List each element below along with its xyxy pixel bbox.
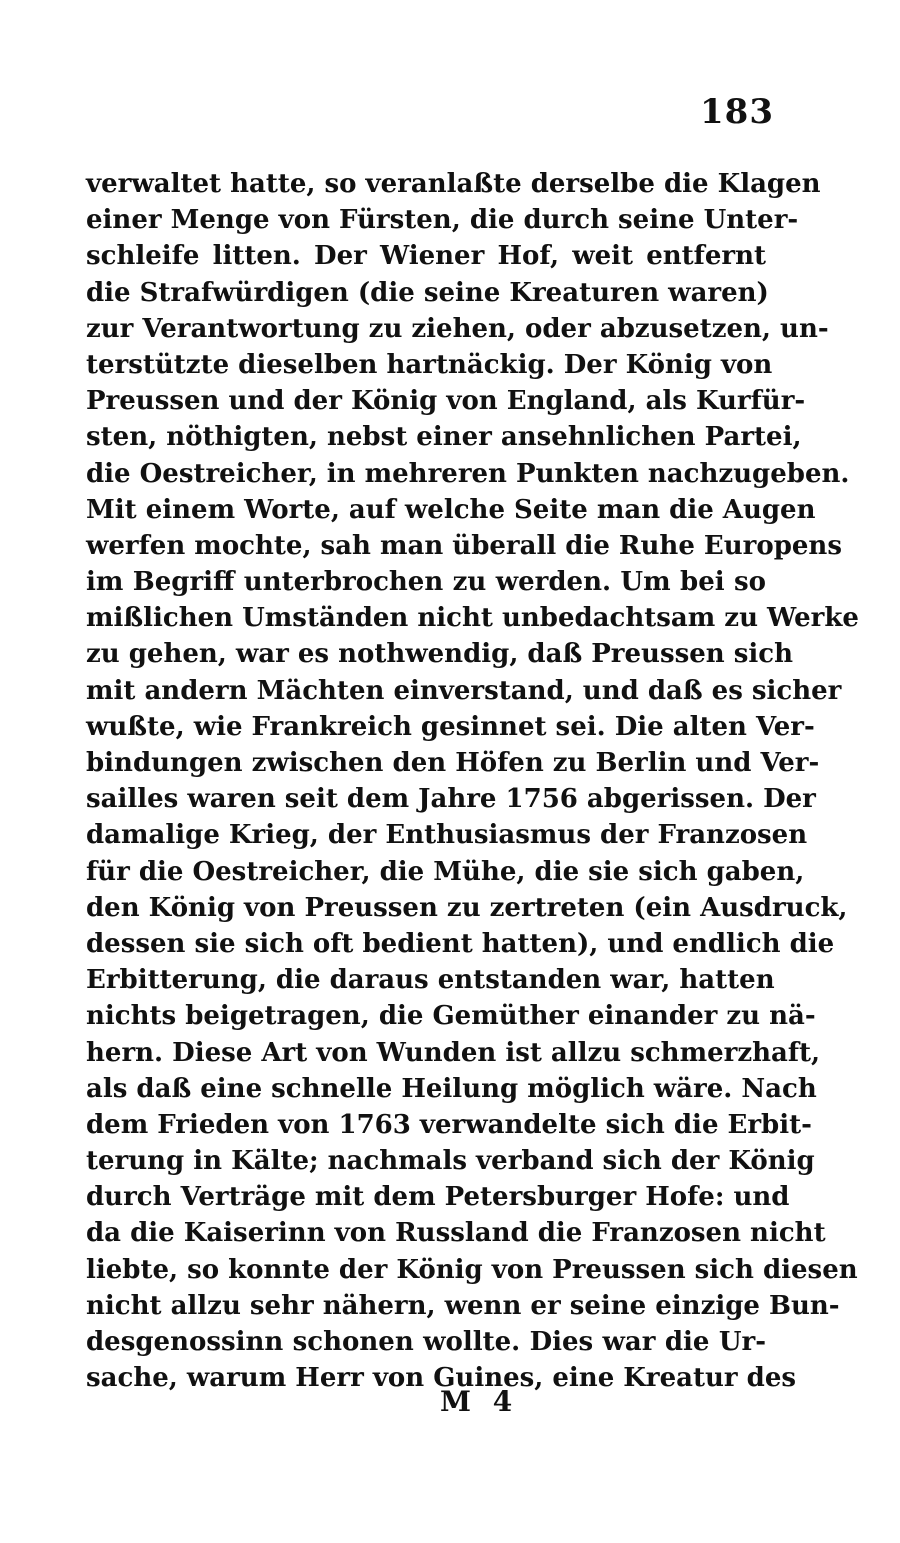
text-line: die Oestreicher, in mehreren Punkten nachzugeben.	[86, 458, 850, 489]
text-line: hern. Diese Art von Wunden ist allzu schmerzhaft,	[86, 1037, 821, 1068]
text-line: die Strafwürdigen (die seine Kreaturen waren)	[86, 277, 769, 308]
text-line: nicht allzu sehr nähern, wenn er seine einzige Bun-	[86, 1290, 840, 1321]
text-line: einer Menge von Fürsten, die durch seine Unter-	[86, 205, 799, 236]
text-line: sailles waren seit dem Jahre 1756 abgerissen. Der	[86, 784, 816, 815]
text-line: schleife litten. Der Wiener Hof, weit entfernt	[86, 241, 766, 272]
text-line: zur Verantwortung zu ziehen, oder abzusetzen, un-	[86, 313, 829, 344]
text-line: nichts beigetragen, die Gemüther einander zu nä-	[86, 1001, 816, 1032]
text-line: sache, warum Herr von Guines, eine Kreatur des	[86, 1363, 797, 1394]
text-line: werfen mochte, sah man überall die Ruhe Europens	[86, 530, 842, 561]
text-line: terung in Kälte; nachmals verband sich der König	[86, 1146, 815, 1177]
text-line: verwaltet hatte, so veranlaßte derselbe die Klagen	[86, 169, 821, 199]
text-line: den König von Preussen zu zertreten (ein Ausdruck,	[86, 892, 848, 923]
body-text	[86, 166, 859, 1396]
text-line: mißlichen Umständen nicht unbedachtsam zu Werke	[86, 603, 859, 634]
text-line: dessen sie sich oft bedient hatten), und endlich die	[86, 928, 835, 959]
text-line: da die Kaiserinn von Russland die Franzosen nicht	[86, 1218, 826, 1249]
text-line: im Begriff unterbrochen zu werden. Um bei so	[86, 567, 766, 598]
text-line: bindungen zwischen den Höfen zu Berlin und Ver-	[86, 748, 820, 778]
text-line: terstützte dieselben hartnäckig. Der König von	[86, 349, 773, 380]
text-line: liebte, so konnte der König von Preussen sich diesen	[86, 1254, 858, 1285]
text-line: als daß eine schnelle Heilung möglich wäre. Nach	[86, 1073, 817, 1104]
text-line: Erbitterung, die daraus entstanden war, hatten	[86, 965, 775, 996]
text-line: Mit einem Worte, auf welche Seite man die Augen	[86, 494, 816, 525]
text-line: zu gehen, war es nothwendig, daß Preussen sich	[86, 639, 793, 670]
text-line: desgenossinn schonen wollte. Dies war die Ur-	[86, 1327, 766, 1357]
text-line: mit andern Mächten einverstand, und daß es sicher	[86, 675, 842, 706]
text-line: damalige Krieg, der Enthusiasmus der Franzosen	[86, 820, 808, 851]
text-line: durch Verträge mit dem Petersburger Hofe: und	[86, 1182, 790, 1213]
text-line: für die Oestreicher, die Mühe, die sie sich gaben,	[86, 856, 805, 887]
catchword: M 4	[440, 1385, 519, 1418]
text-line: dem Frieden von 1763 verwandelte sich die Erbit-	[86, 1109, 812, 1140]
text-line: wußte, wie Frankreich gesinnet sei. Die alten Ver-	[86, 711, 815, 742]
text-line: Preussen und der König von England, als Kurfür-	[86, 386, 806, 417]
page-number: 183	[700, 92, 774, 132]
text-line: sten, nöthigten, nebst einer ansehnlichen Partei,	[86, 422, 802, 453]
